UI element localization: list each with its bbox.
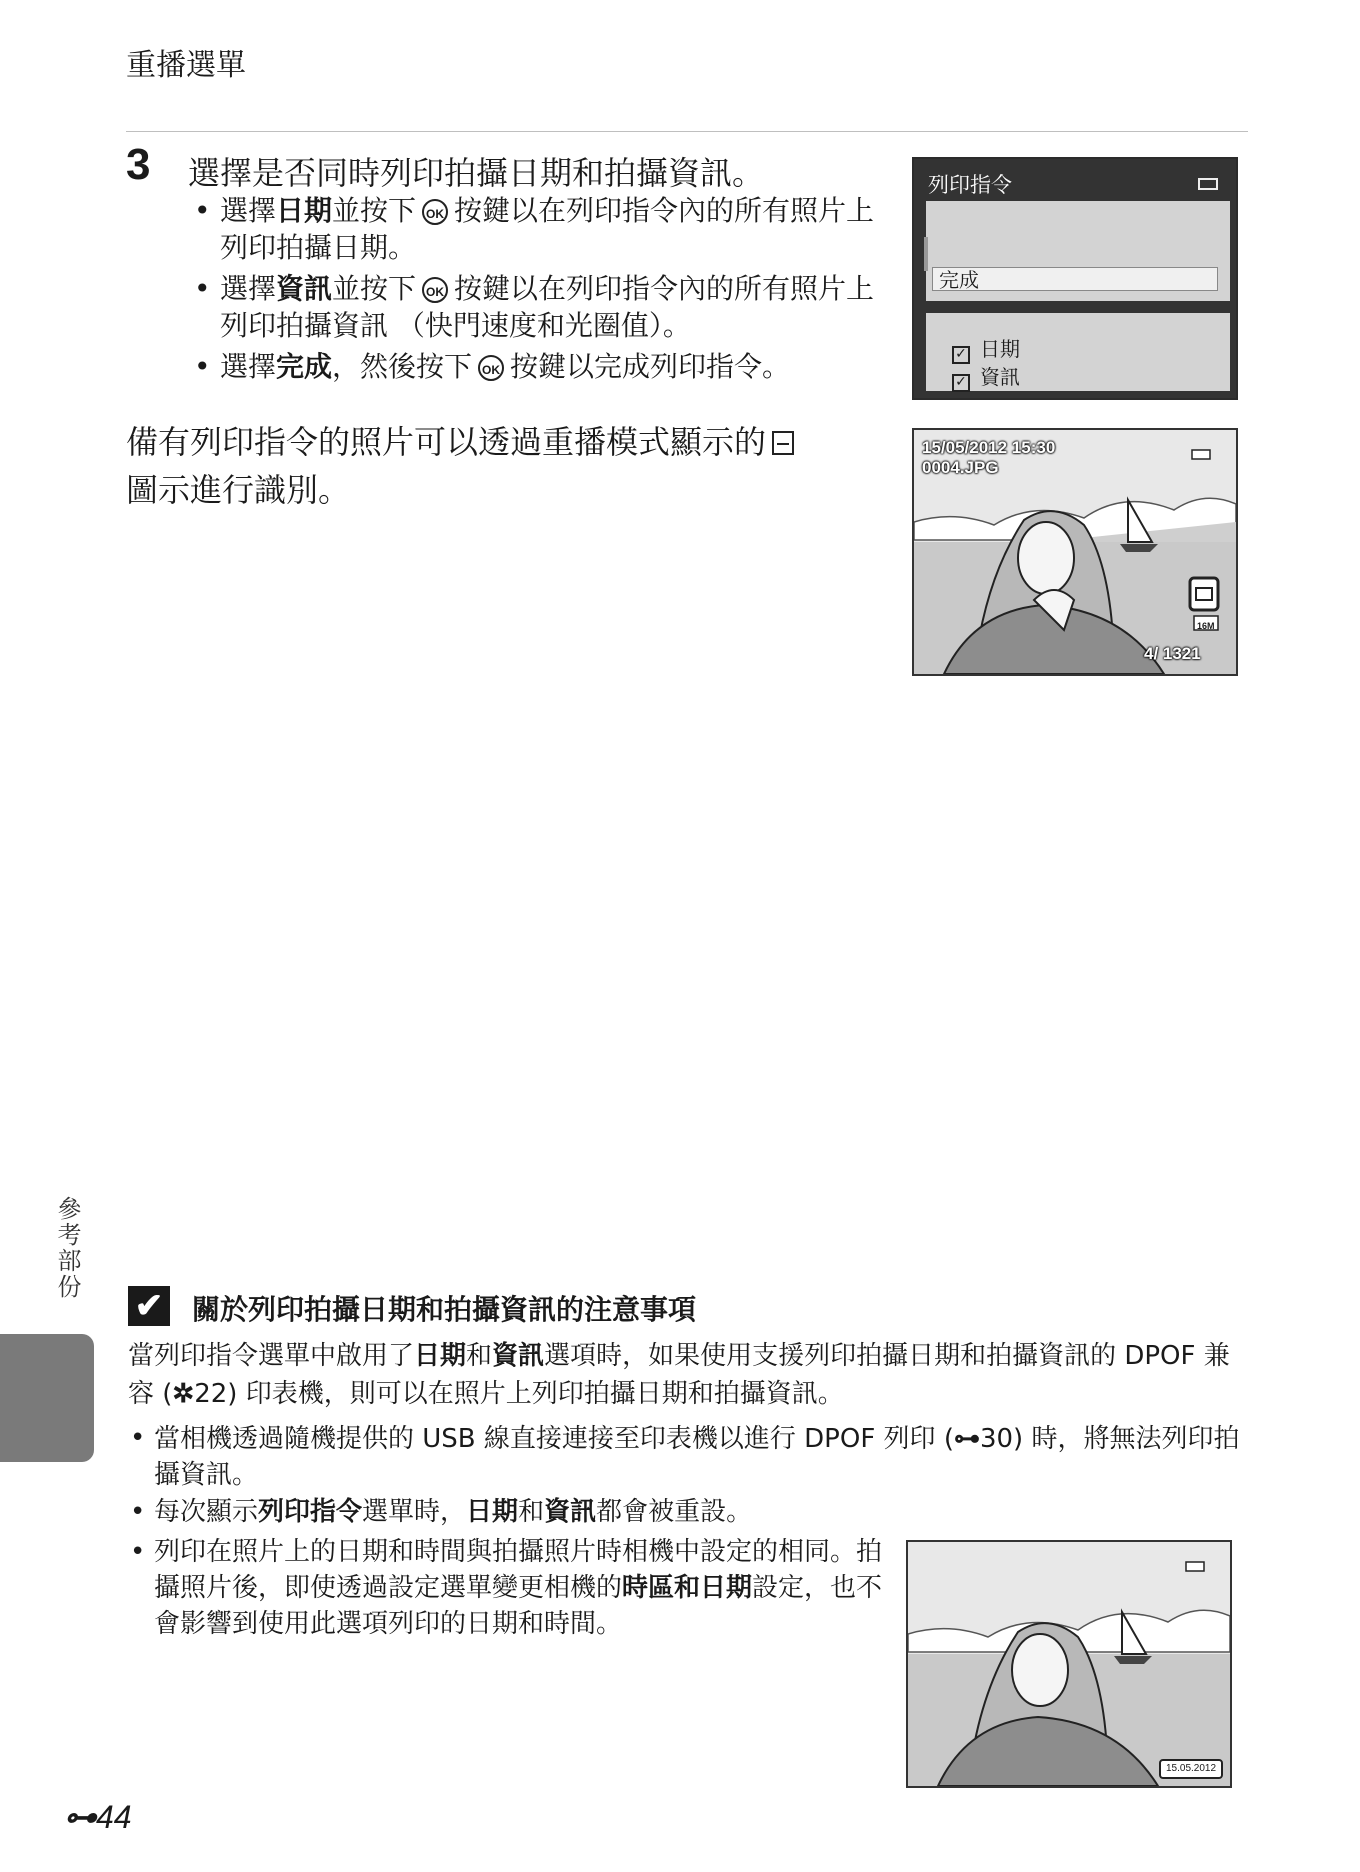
note-bullet-reset: • 每次顯示列印指令選單時，日期和資訊都會被重設。 <box>130 1494 1240 1530</box>
note-bullet-datetime: • 列印在照片上的日期和時間與拍攝照片時相機中設定的相同。拍攝照片後，即使透過設定選單變更相機的時區和日期設定，也不會影響到使用此選項列印的日期和時間。 <box>130 1534 900 1642</box>
header-rule <box>126 131 1248 132</box>
image-size-label: 16M <box>1197 621 1215 631</box>
print-icon-paragraph: 備有列印指令的照片可以透過重播模式顯示的 圖示進行識別。 <box>126 418 886 514</box>
photo-filename: 0004.JPG <box>922 458 999 477</box>
note-check-icon: ✔ <box>128 1286 170 1326</box>
step-bullets <box>200 192 890 389</box>
step-bullet-done: • 選擇完成，然後按下 OK 按鍵以完成列印指令。 <box>200 348 890 385</box>
printed-photo-with-date <box>906 1540 1232 1788</box>
date-stamp: 15.05.2012 <box>1166 1763 1217 1774</box>
ok-button-icon: OK <box>478 355 504 381</box>
reference-icon: ✲ <box>172 1378 195 1408</box>
menu-scrollbar <box>924 237 928 271</box>
step-bullet-date: • 選擇日期並按下 OK 按鍵以在列印指令內的所有照片上列印拍攝日期。 <box>200 192 890 266</box>
playback-screen-photo <box>912 428 1238 676</box>
note-title: 關於列印拍攝日期和拍攝資訊的注意事項 <box>192 1293 697 1326</box>
binoculars-ref-icon: ⊶ <box>953 1423 980 1453</box>
checkbox-date[interactable]: ✓ 日期 <box>952 333 1020 364</box>
binoculars-icon: ⊶ <box>64 1799 96 1835</box>
checkbox-info[interactable]: ✓ 資訊 <box>952 361 1020 392</box>
screen-title: 列印指令 <box>928 173 1012 197</box>
photo-datetime: 15/05/2012 15:30 <box>922 438 1056 457</box>
menu-separator <box>926 301 1230 313</box>
step-number: 3 <box>126 140 151 189</box>
print-order-icon <box>772 431 794 455</box>
battery-icon <box>1198 178 1218 190</box>
photo-counter: 4/ 1321 <box>1144 644 1201 663</box>
step-bullet-info: • 選擇資訊並按下 OK 按鍵以在列印指令內的所有照片上列印拍攝資訊 （快門速度和光圈值）。 <box>200 270 890 344</box>
page-header-title: 重播選單 <box>126 48 246 83</box>
note-paragraph: 當列印指令選單中啟用了日期和資訊選項時，如果使用支援列印拍攝日期和拍攝資訊的 DPOF 兼容 (✲22) 印表機，則可以在照片上列印拍攝日期和拍攝資訊。 <box>128 1341 1230 1409</box>
section-tab <box>0 1334 94 1462</box>
note-bullet-usb: • 當相機透過隨機提供的 USB 線直接連接至印表機以進行 DPOF 列印 (⊶30) 時，將無法列印拍攝資訊。 <box>130 1420 1240 1493</box>
ok-button-icon: OK <box>422 199 448 225</box>
step-heading: 選擇是否同時列印拍攝日期和拍攝資訊。 <box>188 154 765 192</box>
ok-button-icon: OK <box>422 277 448 303</box>
camera-screen-print-order <box>912 157 1238 400</box>
portrait-illustration <box>908 1542 1230 1786</box>
section-tab-label: 參考部份 <box>53 1196 81 1300</box>
page-number: ⊶44 <box>64 1799 132 1835</box>
checkbox-checked-icon: ✓ <box>952 374 970 392</box>
menu-item-done[interactable]: 完成 <box>932 267 1218 291</box>
checkbox-checked-icon: ✓ <box>952 346 970 364</box>
